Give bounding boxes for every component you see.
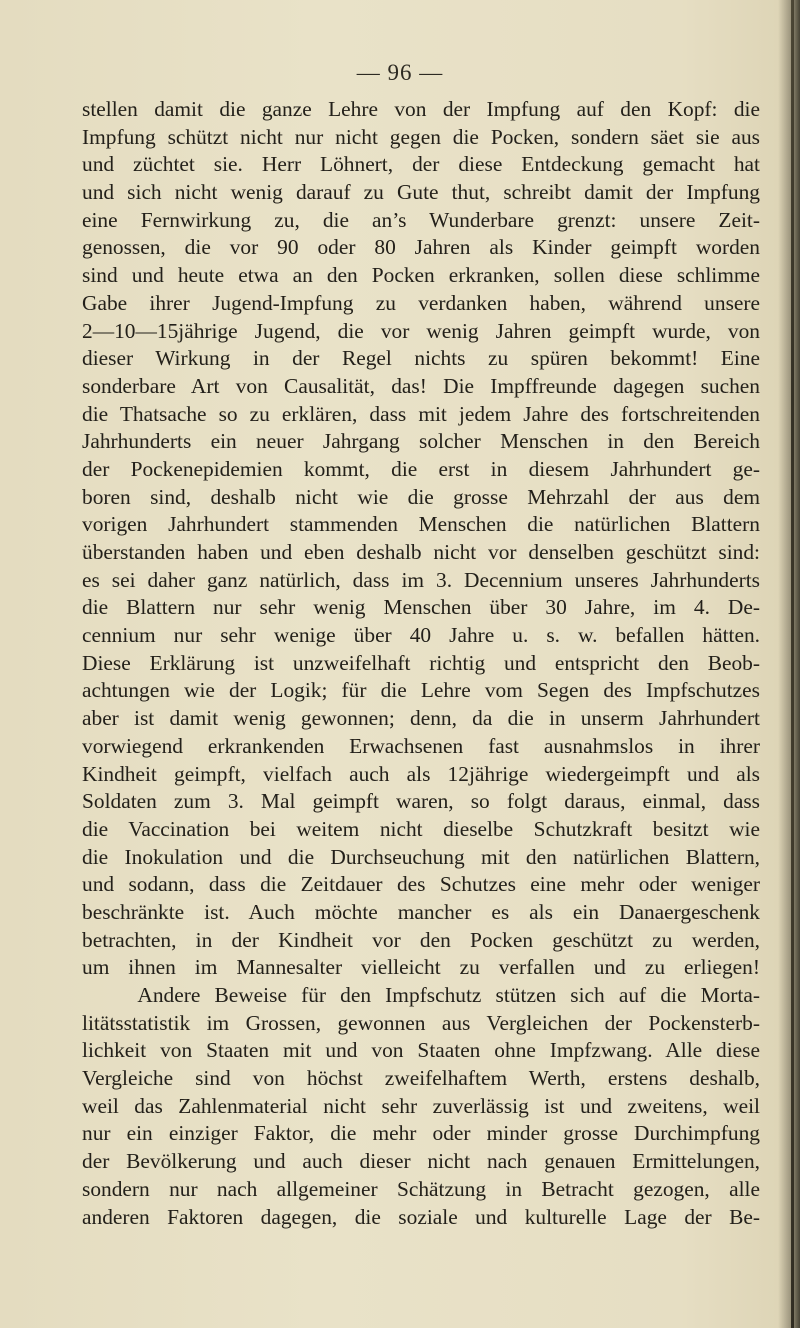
text-line: es sei daher ganz natürlich, dass im 3. Decennium unseres Jahrhunderts: [82, 567, 760, 592]
text-line: Gabe ihrer Jugend-Impfung zu verdanken haben, während unsere: [82, 290, 760, 315]
text-line: um ihnen im Mannesalter vielleicht zu verfallen und zu erliegen!: [82, 955, 760, 980]
text-line: vorigen Jahrhundert stammenden Menschen die natürlichen Blattern: [82, 512, 760, 537]
text-line: stellen damit die ganze Lehre von der Impfung auf den Kopf: die: [82, 97, 760, 121]
text-line: und sodann, dass die Zeitdauer des Schutzes eine mehr oder weniger: [82, 872, 760, 897]
page-edge-shadow: [778, 0, 800, 1328]
text-line: eine Fernwirkung zu, die an’s Wunderbare grenzt: unsere Zeit-: [82, 207, 760, 232]
text-line: Soldaten zum 3. Mal geimpft waren, so folgt daraus, einmal, dass: [82, 789, 760, 814]
text-line: der Pockenepidemien kommt, die erst in diesem Jahrhundert ge-: [82, 456, 760, 481]
text-line: vorwiegend erkrankenden Erwachsenen fast ausnahmslos in ihrer: [82, 733, 760, 758]
text-line: boren sind, deshalb nicht wie die grosse Mehrzahl der aus dem: [82, 484, 760, 509]
text-line: die Vaccination bei weitem nicht dieselbe Schutzkraft besitzt wie: [82, 816, 760, 841]
text-line: sondern nur nach allgemeiner Schätzung in Betracht gezogen, alle: [82, 1176, 760, 1201]
text-line: Jahrhunderts ein neuer Jahrgang solcher Menschen in den Bereich: [82, 429, 760, 454]
text-line: achtungen wie der Logik; für die Lehre vom Segen des Impfschutzes: [82, 678, 760, 703]
text-line: beschränkte ist. Auch möchte mancher es als ein Danaergeschenk: [82, 899, 760, 924]
text-line: 2—10—15jährige Jugend, die vor wenig Jahren geimpft wurde, von: [82, 318, 760, 343]
text-line: die Inokulation und die Durchseuchung mit den natürlichen Blattern,: [82, 844, 760, 869]
text-line: überstanden haben und eben deshalb nicht vor denselben geschützt sind:: [82, 540, 760, 564]
text-line: Andere Beweise für den Impfschutz stützen sich auf die Morta-: [82, 983, 760, 1007]
text-line: und züchtet sie. Herr Löhnert, der diese Entdeckung gemacht hat: [82, 152, 760, 177]
text-line: sonderbare Art von Causalität, das! Die Impffreunde dagegen suchen: [82, 373, 760, 398]
text-line: Impfung schützt nicht nur nicht gegen die Pocken, sondern säet sie aus: [82, 124, 760, 149]
text-line: dieser Wirkung in der Regel nichts zu spüren bekommt! Eine: [82, 346, 760, 371]
text-line: und sich nicht wenig darauf zu Gute thut, schreibt damit der Impfung: [82, 180, 760, 205]
body-text: [82, 96, 760, 1231]
text-line: der Bevölkerung und auch dieser nicht nach genauen Ermittelungen,: [82, 1149, 760, 1174]
text-line: Diese Erklärung ist unzweifelhaft richtig und entspricht den Beob-: [82, 650, 760, 675]
text-line: aber ist damit wenig gewonnen; denn, da die in unserm Jahrhundert: [82, 706, 760, 731]
page-edge-binding: [791, 0, 794, 1328]
page-number: — 96 —: [356, 60, 444, 85]
text-line: weil das Zahlenmaterial nicht sehr zuverlässig ist und zweitens, weil: [82, 1093, 760, 1118]
text-line: Vergleiche sind von höchst zweifelhaftem Werth, erstens deshalb,: [82, 1066, 760, 1091]
text-line: nur ein einziger Faktor, die mehr oder minder grosse Durchimpfung: [82, 1121, 760, 1146]
text-line: betrachten, in der Kindheit vor den Pocken geschützt zu werden,: [82, 927, 760, 952]
text-line: genossen, die vor 90 oder 80 Jahren als Kinder geimpft worden: [82, 235, 760, 260]
text-line: lichkeit von Staaten mit und von Staaten ohne Impfzwang. Alle diese: [82, 1038, 760, 1063]
text-line: anderen Faktoren dagegen, die soziale und kulturelle Lage der Be-: [82, 1204, 760, 1229]
text-line: die Thatsache so zu erklären, dass mit jedem Jahre des fortschreitenden: [82, 401, 760, 426]
text-line: die Blattern nur sehr wenig Menschen über 30 Jahre, im 4. De-: [82, 595, 760, 620]
text-line: Kindheit geimpft, vielfach auch als 12jährige wiedergeimpft und als: [82, 761, 760, 786]
text-line: sind und heute etwa an den Pocken erkranken, sollen diese schlimme: [82, 263, 760, 288]
text-line: cennium nur sehr wenige über 40 Jahre u. s. w. befallen hätten.: [82, 623, 760, 648]
text-line: litätsstatistik im Grossen, gewonnen aus Vergleichen der Pockensterb-: [82, 1010, 760, 1035]
